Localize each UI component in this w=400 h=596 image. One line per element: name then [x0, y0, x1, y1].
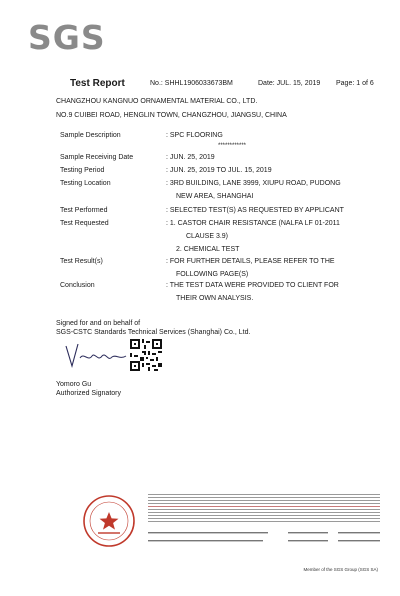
field-label: Testing Period — [60, 167, 105, 174]
field-value: : JUN. 25, 2019 — [166, 154, 215, 161]
signed-on-behalf — [56, 319, 250, 337]
field-value: : 3RD BUILDING, LANE 3999, XIUPU ROAD, PUDONG — [166, 180, 341, 187]
signatory-name: Yomoro Gu — [56, 381, 92, 388]
field-value: FOLLOWING PAGE(S) — [176, 271, 249, 278]
field-value: CLAUSE 3.9) — [186, 233, 229, 240]
field-label: Test Result(s) — [60, 258, 103, 265]
field-value: : 1. CASTOR CHAIR RESISTANCE (NALFA LF 01-2011 — [166, 220, 340, 227]
field-value: THEIR OWN ANALYSIS. — [176, 295, 254, 302]
handwritten-signature — [62, 340, 132, 372]
client-name: CHANGZHOU KANGNUO ORNAMENTAL MATERIAL CO., LTD. — [56, 98, 258, 105]
company-seal-stamp — [82, 494, 136, 548]
report-date: Date: JUL. 15, 2019 — [258, 80, 321, 87]
signatory-block — [56, 380, 121, 398]
field-label: Testing Location — [60, 180, 111, 187]
field-value: : SPC FLOORING — [166, 132, 223, 139]
field-value: NEW AREA, SHANGHAI — [176, 193, 254, 200]
qr-code — [130, 339, 162, 371]
signed-line: Signed for and on behalf of — [56, 320, 141, 327]
field-value-stars: ************ — [218, 143, 247, 149]
footer-disclaimer-text — [148, 494, 380, 526]
field-value: : SELECTED TEST(S) AS REQUESTED BY APPLICANT — [166, 207, 344, 214]
footer-address-english — [148, 530, 380, 536]
field-label: Test Performed — [60, 207, 108, 214]
report-number: No.: SHHL1906033673BM — [150, 80, 233, 87]
field-label: Test Requested — [60, 220, 109, 227]
field-label: Conclusion — [60, 282, 95, 289]
sgs-group-member: Member of the SGS Group (SGS SA) — [303, 567, 378, 572]
field-label: Sample Receiving Date — [60, 154, 134, 161]
client-address: NO.9 CUIBEI ROAD, HENGLIN TOWN, CHANGZHOU, JIANGSU, CHINA — [56, 112, 287, 119]
page-number: Page: 1 of 6 — [336, 80, 374, 87]
company-line: SGS-CSTC Standards Technical Services (Shanghai) Co., Ltd. — [56, 329, 251, 336]
signatory-title: Authorized Signatory — [56, 390, 121, 397]
field-value: : FOR FURTHER DETAILS, PLEASE REFER TO THE — [166, 258, 335, 265]
field-value: 2. CHEMICAL TEST — [176, 246, 240, 253]
report-title: Test Report — [70, 78, 125, 89]
footer-address-chinese — [148, 538, 380, 544]
sgs-logo: SGS — [28, 18, 106, 57]
field-value: : JUN. 25, 2019 TO JUL. 15, 2019 — [166, 167, 272, 174]
field-label: Sample Description — [60, 132, 121, 139]
field-value: : THE TEST DATA WERE PROVIDED TO CLIENT FOR — [166, 282, 339, 289]
